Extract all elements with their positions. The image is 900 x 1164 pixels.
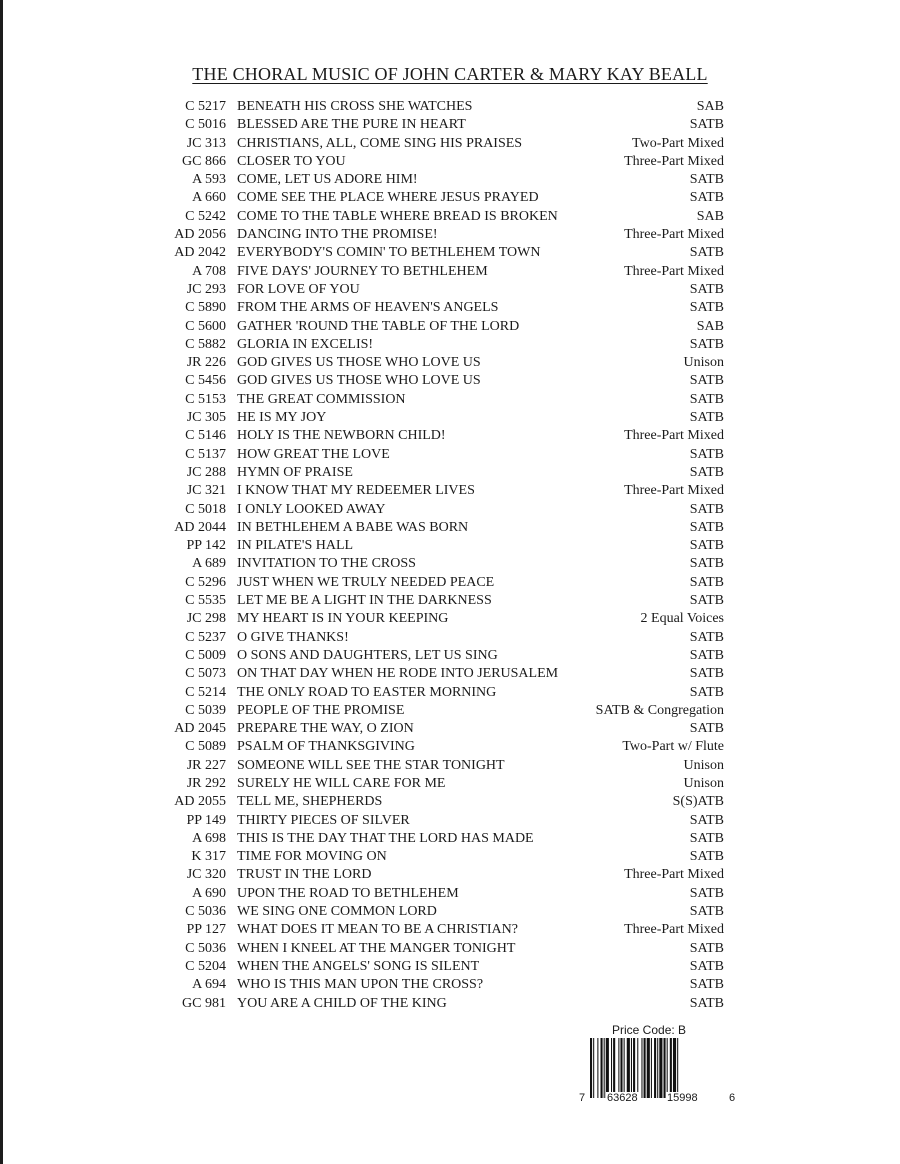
barcode-bar	[611, 1038, 612, 1098]
catalog-row	[150, 153, 724, 171]
catalog-title: THE ONLY ROAD TO EASTER MORNING	[237, 684, 497, 700]
barcode-bar	[606, 1038, 609, 1098]
catalog-title: SURELY HE WILL CARE FOR ME	[237, 775, 446, 791]
catalog-row	[150, 555, 724, 573]
catalog-title: WHO IS THIS MAN UPON THE CROSS?	[237, 977, 484, 993]
catalog-voicing: Two-Part w/ Flute	[622, 739, 724, 755]
catalog-code: C 5535	[185, 593, 226, 609]
catalog-row	[150, 171, 724, 189]
catalog-row	[150, 574, 724, 592]
catalog-code: PP 127	[186, 922, 226, 938]
page-edge	[0, 0, 3, 1164]
catalog-code: C 5890	[185, 300, 226, 316]
catalog-voicing: 2 Equal Voices	[640, 611, 724, 627]
catalog-title: IN PILATE'S HALL	[237, 538, 354, 554]
catalog-voicing: SATB	[689, 629, 724, 645]
catalog-row	[150, 354, 724, 372]
catalog-title: I KNOW THAT MY REDEEMER LIVES	[237, 483, 475, 499]
catalog-voicing: SATB	[689, 519, 724, 535]
catalog-voicing: SATB	[689, 684, 724, 700]
catalog-row	[150, 757, 724, 775]
catalog-code: C 5242	[185, 208, 226, 224]
catalog-voicing: SATB	[689, 977, 724, 993]
catalog-row	[150, 940, 724, 958]
catalog-code: C 5018	[185, 501, 226, 517]
catalog-row	[150, 336, 724, 354]
catalog-voicing: SATB	[689, 538, 724, 554]
catalog-row	[150, 665, 724, 683]
catalog-voicing: SATB	[689, 501, 724, 517]
catalog-row	[150, 98, 724, 116]
catalog-code: C 5214	[185, 684, 226, 700]
catalog-title: COME, LET US ADORE HIM!	[237, 172, 418, 188]
catalog-title: EVERYBODY'S COMIN' TO BETHLEHEM TOWN	[237, 245, 541, 261]
catalog-code: JC 293	[186, 281, 226, 297]
catalog-code: C 5016	[185, 117, 226, 133]
barcode-bars	[590, 1038, 722, 1098]
catalog-voicing: SATB	[689, 190, 724, 206]
catalog-voicing: Three-Part Mixed	[624, 153, 724, 169]
catalog-row	[150, 976, 724, 994]
catalog-code: JC 298	[186, 611, 226, 627]
catalog-code: C 5456	[185, 373, 226, 389]
catalog-code: A 689	[192, 556, 226, 572]
catalog-row	[150, 812, 724, 830]
catalog-row	[150, 885, 724, 903]
page-title-text: THE CHORAL MUSIC OF JOHN CARTER & MARY KAY BEALL	[192, 64, 708, 84]
choral-catalog-list	[150, 98, 724, 1013]
catalog-row	[150, 958, 724, 976]
catalog-row	[150, 995, 724, 1013]
catalog-title: O GIVE THANKS!	[237, 629, 349, 645]
catalog-title: COME SEE THE PLACE WHERE JESUS PRAYED	[237, 190, 539, 206]
catalog-code: A 698	[192, 830, 226, 846]
catalog-row	[150, 482, 724, 500]
catalog-title: JUST WHEN WE TRULY NEEDED PEACE	[237, 574, 495, 590]
catalog-code: K 317	[191, 849, 226, 865]
catalog-code: C 5600	[185, 318, 226, 334]
catalog-row	[150, 391, 724, 409]
catalog-row	[150, 263, 724, 281]
catalog-voicing: Two-Part Mixed	[632, 135, 724, 151]
catalog-voicing: SATB	[689, 995, 724, 1011]
barcode-bar	[604, 1038, 605, 1098]
catalog-row	[150, 830, 724, 848]
catalog-title: FIVE DAYS' JOURNEY TO BETHLEHEM	[237, 263, 488, 279]
barcode-bar	[627, 1038, 630, 1098]
catalog-voicing: SAB	[696, 99, 724, 114]
catalog-code: C 5137	[185, 446, 226, 462]
catalog-voicing: SATB	[689, 245, 724, 261]
catalog-voicing: SATB	[689, 904, 724, 920]
catalog-code: C 5296	[185, 574, 226, 590]
barcode-bar	[659, 1038, 662, 1098]
catalog-row	[150, 921, 724, 939]
catalog-voicing: SATB	[689, 464, 724, 480]
catalog-code: C 5036	[185, 940, 226, 956]
catalog-voicing: SATB	[689, 958, 724, 974]
barcode-bar	[667, 1038, 668, 1098]
barcode-bar	[637, 1038, 638, 1098]
catalog-row	[150, 592, 724, 610]
catalog-voicing: Three-Part Mixed	[624, 263, 724, 279]
page-title	[0, 64, 900, 85]
barcode-bar	[664, 1038, 666, 1098]
catalog-code: C 5153	[185, 391, 226, 407]
barcode-bar	[644, 1038, 646, 1098]
barcode-bar	[633, 1038, 635, 1098]
catalog-voicing: SATB	[689, 300, 724, 316]
catalog-row	[150, 281, 724, 299]
barcode-digit-left: 7	[579, 1092, 586, 1104]
catalog-code: A 694	[192, 977, 226, 993]
catalog-code: A 660	[192, 190, 226, 206]
catalog-title: PEOPLE OF THE PROMISE	[237, 702, 405, 718]
catalog-title: IN BETHLEHEM A BABE WAS BORN	[237, 519, 469, 535]
catalog-row	[150, 189, 724, 207]
catalog-title: BLESSED ARE THE PURE IN HEART	[237, 117, 466, 133]
catalog-row	[150, 738, 724, 756]
catalog-title: BENEATH HIS CROSS SHE WATCHES	[237, 99, 473, 114]
catalog-code: JC 313	[186, 135, 226, 151]
catalog-voicing: SATB	[689, 647, 724, 663]
barcode-bar	[631, 1038, 632, 1098]
catalog-title: CLOSER TO YOU	[237, 153, 346, 169]
catalog-row	[150, 135, 724, 153]
catalog-voicing: SATB	[689, 391, 724, 407]
catalog-voicing: Unison	[683, 775, 724, 791]
catalog-code: C 5146	[185, 428, 226, 444]
catalog-row	[150, 501, 724, 519]
catalog-code: C 5036	[185, 904, 226, 920]
barcode-bar	[624, 1038, 625, 1098]
catalog-title: COME TO THE TABLE WHERE BREAD IS BROKEN	[237, 208, 558, 224]
catalog-code: JC 320	[186, 867, 226, 883]
catalog-title: PSALM OF THANKSGIVING	[237, 739, 415, 755]
catalog-row	[150, 464, 724, 482]
catalog-title: GOD GIVES US THOSE WHO LOVE US	[237, 373, 481, 389]
catalog-code: C 5039	[185, 702, 226, 718]
barcode-bar	[597, 1038, 598, 1098]
barcode-bar	[654, 1038, 656, 1098]
catalog-row	[150, 244, 724, 262]
catalog-voicing: Three-Part Mixed	[624, 428, 724, 444]
catalog-title: HYMN OF PRAISE	[237, 464, 353, 480]
catalog-title: DANCING INTO THE PROMISE!	[237, 227, 438, 243]
catalog-voicing: SATB	[689, 574, 724, 590]
catalog-title: YOU ARE A CHILD OF THE KING	[237, 995, 447, 1011]
barcode-bar	[593, 1038, 594, 1098]
catalog-code: JR 226	[186, 355, 226, 371]
catalog-row	[150, 208, 724, 226]
catalog-row	[150, 684, 724, 702]
catalog-voicing: Three-Part Mixed	[624, 483, 724, 499]
catalog-row	[150, 610, 724, 628]
catalog-title: HOW GREAT THE LOVE	[237, 446, 390, 462]
catalog-voicing: SATB	[689, 593, 724, 609]
barcode-digit-right: 6	[729, 1092, 736, 1104]
catalog-code: JC 321	[186, 483, 226, 499]
catalog-code: C 5009	[185, 647, 226, 663]
catalog-code: JR 292	[186, 775, 226, 791]
catalog-title: CHRISTIANS, ALL, COME SING HIS PRAISES	[237, 135, 523, 151]
catalog-code: AD 2044	[174, 519, 226, 535]
barcode-digit-group2: 15998	[667, 1092, 698, 1104]
catalog-row	[150, 629, 724, 647]
catalog-title: O SONS AND DAUGHTERS, LET US SING	[237, 647, 498, 663]
catalog-voicing: Three-Part Mixed	[624, 867, 724, 883]
barcode-bar	[647, 1038, 650, 1098]
catalog-row	[150, 519, 724, 537]
catalog-title: WE SING ONE COMMON LORD	[237, 904, 437, 920]
catalog-voicing: SATB	[689, 117, 724, 133]
catalog-voicing: SATB	[689, 812, 724, 828]
barcode-bar	[673, 1038, 676, 1098]
catalog-voicing: Three-Part Mixed	[624, 227, 724, 243]
catalog-code: AD 2056	[174, 227, 226, 243]
catalog-title: TIME FOR MOVING ON	[237, 849, 387, 865]
barcode-bar	[651, 1038, 652, 1098]
catalog-row	[150, 793, 724, 811]
catalog-code: C 5204	[185, 958, 226, 974]
catalog-row	[150, 226, 724, 244]
catalog-code: AD 2045	[174, 721, 226, 737]
catalog-code: JR 227	[186, 757, 226, 773]
barcode-bar	[601, 1038, 603, 1098]
catalog-title: WHEN I KNEEL AT THE MANGER TONIGHT	[237, 940, 516, 956]
barcode-bar	[641, 1038, 642, 1098]
barcode-digit-group1: 63628	[607, 1092, 638, 1104]
catalog-row	[150, 318, 724, 336]
catalog-row	[150, 647, 724, 665]
catalog-row	[150, 866, 724, 884]
price-code: Price Code: B	[612, 1023, 687, 1037]
catalog-code: C 5882	[185, 336, 226, 352]
catalog-title: GATHER 'ROUND THE TABLE OF THE LORD	[237, 318, 520, 334]
barcode-bar	[657, 1038, 658, 1098]
barcode-bar	[590, 1038, 592, 1098]
catalog-title: UPON THE ROAD TO BETHLEHEM	[237, 885, 459, 901]
catalog-voicing: SATB	[689, 849, 724, 865]
catalog-title: PREPARE THE WAY, O ZION	[237, 721, 414, 737]
catalog-voicing: SATB	[689, 410, 724, 426]
catalog-voicing: SATB	[689, 885, 724, 901]
catalog-title: SOMEONE WILL SEE THE STAR TONIGHT	[237, 757, 505, 773]
catalog-voicing: SATB	[689, 666, 724, 682]
catalog-row	[150, 409, 724, 427]
catalog-title: HOLY IS THE NEWBORN CHILD!	[237, 428, 446, 444]
catalog-code: A 690	[192, 885, 226, 901]
catalog-voicing: SATB & Congregation	[595, 702, 724, 718]
catalog-title: THIRTY PIECES OF SILVER	[237, 812, 410, 828]
catalog-code: A 708	[192, 263, 226, 279]
catalog-code: GC 981	[182, 995, 226, 1011]
catalog-title: LET ME BE A LIGHT IN THE DARKNESS	[237, 593, 492, 609]
catalog-row	[150, 116, 724, 134]
catalog-title: FROM THE ARMS OF HEAVEN'S ANGELS	[237, 300, 499, 316]
catalog-row	[150, 299, 724, 317]
barcode-bar	[670, 1038, 672, 1098]
catalog-code: PP 149	[186, 812, 226, 828]
catalog-title: TRUST IN THE LORD	[237, 867, 372, 883]
barcode-bar	[618, 1038, 619, 1098]
catalog-code: AD 2055	[174, 794, 226, 810]
catalog-code: PP 142	[186, 538, 226, 554]
catalog-title: GOD GIVES US THOSE WHO LOVE US	[237, 355, 481, 371]
catalog-code: GC 866	[182, 153, 226, 169]
catalog-voicing: SAB	[696, 208, 724, 224]
catalog-code: C 5073	[185, 666, 226, 682]
catalog-title: GLORIA IN EXCELIS!	[237, 336, 374, 352]
catalog-code: JC 305	[186, 410, 226, 426]
catalog-voicing: SATB	[689, 172, 724, 188]
catalog-title: FOR LOVE OF YOU	[237, 281, 360, 297]
catalog-title: HE IS MY JOY	[237, 410, 327, 426]
catalog-voicing: SATB	[689, 336, 724, 352]
catalog-title: THE GREAT COMMISSION	[237, 391, 406, 407]
catalog-code: C 5237	[185, 629, 226, 645]
catalog-title: TELL ME, SHEPHERDS	[237, 794, 383, 810]
catalog-code: C 5217	[185, 99, 226, 114]
catalog-voicing: SATB	[689, 830, 724, 846]
catalog-row	[150, 427, 724, 445]
barcode-bar	[620, 1038, 622, 1098]
catalog-voicing: SATB	[689, 446, 724, 462]
catalog-voicing: SATB	[689, 281, 724, 297]
barcode-bar	[677, 1038, 678, 1098]
catalog-title: THIS IS THE DAY THAT THE LORD HAS MADE	[237, 830, 534, 846]
catalog-row	[150, 537, 724, 555]
catalog-voicing: Unison	[683, 355, 724, 371]
catalog-title: WHEN THE ANGELS' SONG IS SILENT	[237, 958, 480, 974]
catalog-code: A 593	[192, 172, 226, 188]
catalog-code: JC 288	[186, 464, 226, 480]
catalog-row	[150, 372, 724, 390]
catalog-voicing: SATB	[689, 940, 724, 956]
catalog-voicing: Unison	[683, 757, 724, 773]
barcode-bar	[613, 1038, 615, 1098]
catalog-code: C 5089	[185, 739, 226, 755]
catalog-title: I ONLY LOOKED AWAY	[237, 501, 386, 517]
catalog-row	[150, 702, 724, 720]
catalog-row	[150, 446, 724, 464]
catalog-voicing: Three-Part Mixed	[624, 922, 724, 938]
catalog-title: WHAT DOES IT MEAN TO BE A CHRISTIAN?	[237, 922, 518, 938]
catalog-title: ON THAT DAY WHEN HE RODE INTO JERUSALEM	[237, 666, 559, 682]
catalog-row	[150, 848, 724, 866]
catalog-title: INVITATION TO THE CROSS	[237, 556, 416, 572]
catalog-code: AD 2042	[174, 245, 226, 261]
catalog-row	[150, 720, 724, 738]
catalog-voicing: SAB	[696, 318, 724, 334]
catalog-row	[150, 903, 724, 921]
catalog-voicing: SATB	[689, 721, 724, 737]
catalog-voicing: SATB	[689, 556, 724, 572]
catalog-voicing: S(S)ATB	[672, 794, 724, 810]
catalog-row	[150, 775, 724, 793]
catalog-voicing: SATB	[689, 373, 724, 389]
barcode-digits	[578, 1092, 738, 1106]
catalog-title: MY HEART IS IN YOUR KEEPING	[237, 611, 449, 627]
